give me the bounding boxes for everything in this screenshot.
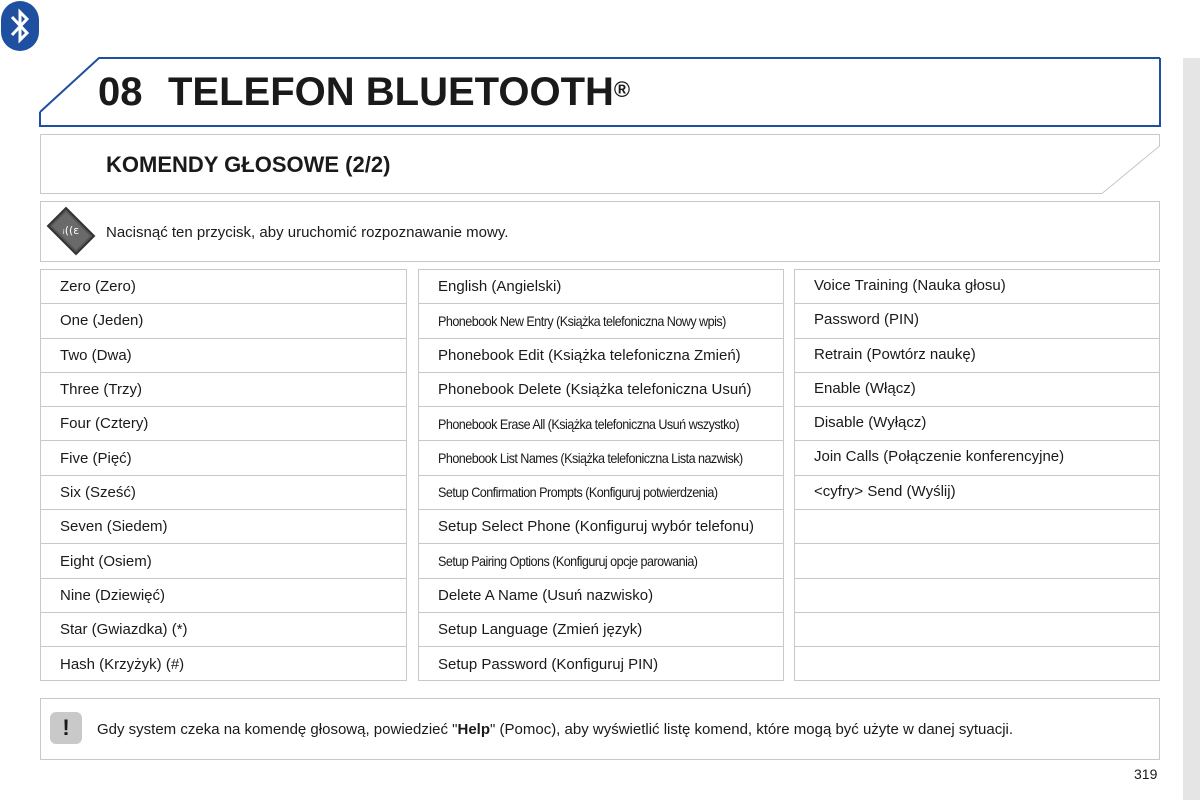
commands-column-2 xyxy=(418,269,784,681)
command-row: <cyfry> Send (Wyślij) xyxy=(795,476,1159,510)
command-row: Setup Language (Zmień język) xyxy=(419,613,783,647)
command-row: Nine (Dziewięć) xyxy=(41,579,406,613)
commands-column-3 xyxy=(794,269,1160,681)
command-row-text: Phonebook List Names (Książka telefoniczna Lista nazwisk) xyxy=(438,450,743,467)
command-row xyxy=(419,544,783,578)
intro-text: Nacisnąć ten przycisk, aby uruchomić rozpoznawanie mowy. xyxy=(106,224,509,241)
command-row: Password (PIN) xyxy=(795,304,1159,338)
section-title: KOMENDY GŁOSOWE (2/2) xyxy=(106,152,391,177)
command-row: English (Angielski) xyxy=(419,270,783,304)
chapter-header xyxy=(0,0,1200,130)
page-edge-bar xyxy=(1183,58,1200,800)
command-row: Star (Gwiazdka) (*) xyxy=(41,613,406,647)
command-row: Two (Dwa) xyxy=(41,339,406,373)
help-note-text-before: Gdy system czeka na komendę głosową, powiedzieć " xyxy=(97,721,458,738)
command-row xyxy=(419,441,783,475)
command-row: Phonebook Delete (Książka telefoniczna Usuń) xyxy=(419,373,783,407)
command-row: Seven (Siedem) xyxy=(41,510,406,544)
chapter-title xyxy=(168,70,630,114)
command-row-empty xyxy=(795,579,1159,613)
command-row-empty xyxy=(795,613,1159,647)
command-row: Voice Training (Nauka głosu) xyxy=(795,270,1159,304)
command-row: Hash (Krzyżyk) (#) xyxy=(60,655,185,673)
command-row xyxy=(419,476,783,510)
command-row: Phonebook Edit (Książka telefoniczna Zmień) xyxy=(419,339,783,373)
command-row xyxy=(419,407,783,441)
page-number: 319 xyxy=(1134,766,1158,782)
command-row-empty xyxy=(795,544,1159,578)
chapter-title-text: TELEFON BLUETOOTH xyxy=(168,70,614,114)
command-row-empty xyxy=(795,647,1159,681)
command-row: Enable (Włącz) xyxy=(795,373,1159,407)
voice-command-button-icon xyxy=(44,204,98,258)
command-row: Three (Trzy) xyxy=(41,373,406,407)
commands-column-1 xyxy=(40,269,407,681)
command-row-text: Phonebook New Entry (Książka telefoniczna Nowy wpis) xyxy=(438,312,726,329)
command-row: Six (Sześć) xyxy=(41,476,406,510)
command-row-empty xyxy=(795,510,1159,544)
bluetooth-icon xyxy=(0,0,40,52)
help-keyword: Help xyxy=(457,721,491,738)
command-row: Zero (Zero) xyxy=(41,270,406,304)
help-note-text xyxy=(97,721,1013,738)
help-note-text-after: " (Pomoc), aby wyświetlić listę komend, które mogą być użyte w danej sytuacji. xyxy=(490,721,1014,738)
command-row: Setup Password (Konfiguruj PIN) xyxy=(438,655,659,673)
command-row: Four (Cztery) xyxy=(41,407,406,441)
command-row: Five (Pięć) xyxy=(41,441,406,475)
command-row: Setup Select Phone (Konfiguruj wybór telefonu) xyxy=(419,510,783,544)
command-row-text: Phonebook Erase All (Książka telefoniczna Usuń wszystko) xyxy=(438,415,740,432)
registered-mark: ® xyxy=(613,77,631,102)
command-row: Retrain (Powtórz naukę) xyxy=(795,339,1159,373)
command-row: Join Calls (Połączenie konferencyjne) xyxy=(795,441,1159,475)
exclamation-icon: ! xyxy=(50,712,82,744)
svg-text:ᵢ((ε: ᵢ((ε xyxy=(62,224,80,237)
command-row-text: Setup Confirmation Prompts (Konfiguruj potwierdzenia) xyxy=(438,484,718,501)
chapter-number: 08 xyxy=(98,70,143,114)
command-row xyxy=(419,304,783,338)
command-row: One (Jeden) xyxy=(41,304,406,338)
command-row: Eight (Osiem) xyxy=(41,544,406,578)
command-row: Disable (Wyłącz) xyxy=(795,407,1159,441)
command-row: Delete A Name (Usuń nazwisko) xyxy=(419,579,783,613)
command-row-text: Setup Pairing Options (Konfiguruj opcje parowania) xyxy=(438,553,698,570)
